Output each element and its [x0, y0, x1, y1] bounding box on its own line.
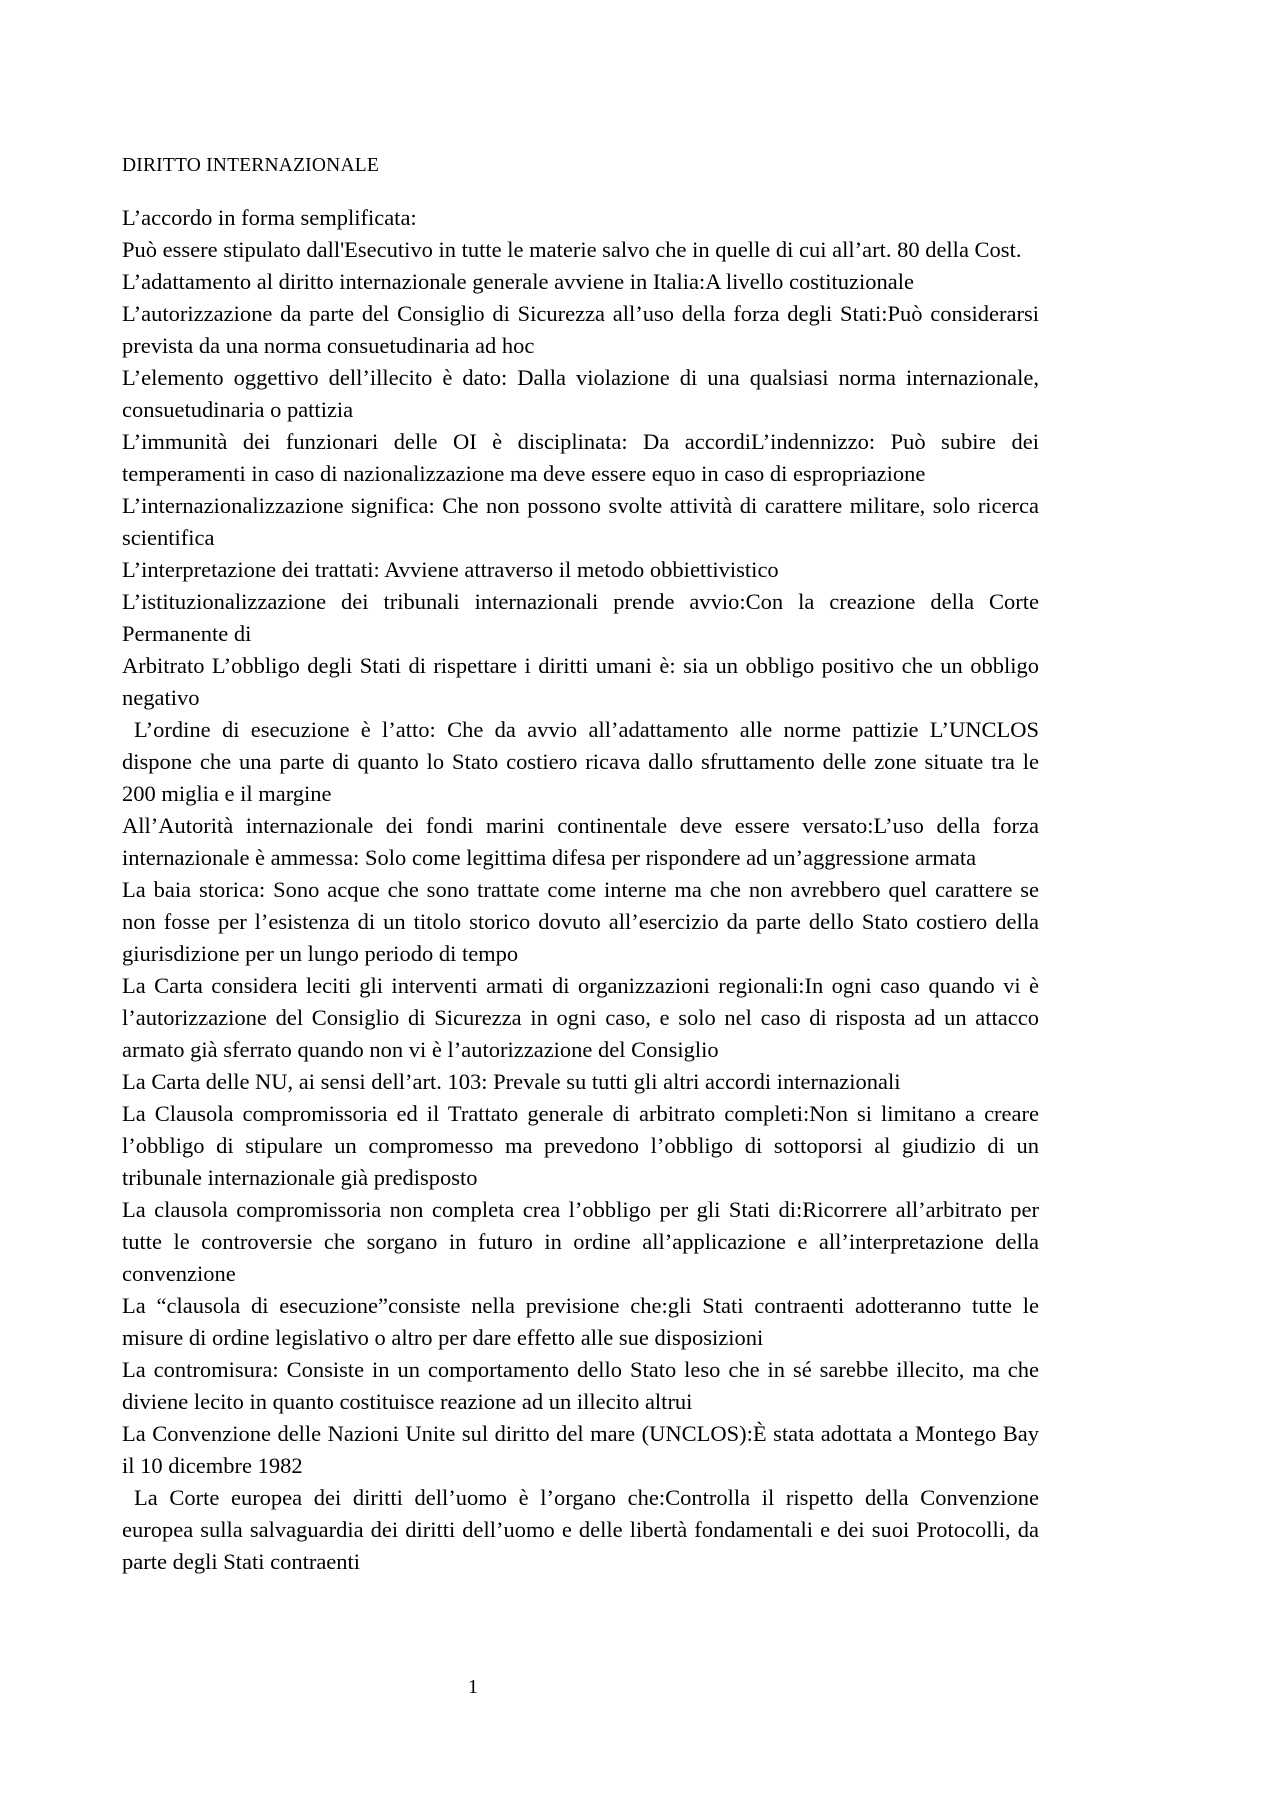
paragraph: La Carta considera leciti gli interventi armati di organizzazioni regionali:In ogni caso quando vi è l’autorizzazione del Consiglio di Sicurezza in ogni caso, e solo nel caso di risposta ad un attacco armato già sferrato quando non vi è l’autorizzazione del Consiglio	[122, 973, 1039, 1062]
paragraph: L’istituzionalizzazione dei tribunali internazionali prende avvio:Con la creazione della Corte Permanente di	[122, 589, 1039, 646]
paragraph: La Carta delle NU, ai sensi dell’art. 103: Prevale su tutti gli altri accordi internazionali	[122, 1069, 901, 1094]
paragraph: La clausola compromissoria non completa crea l’obbligo per gli Stati di:Ricorrere all’arbitrato per tutte le controversie che sorgano in futuro in ordine all’applicazione e all’interpretazione della convenzione	[122, 1197, 1039, 1286]
paragraph: L’interpretazione dei trattati: Avviene attraverso il metodo obbiettivistico	[122, 557, 779, 582]
paragraph: L’elemento oggettivo dell’illecito è dato: Dalla violazione di una qualsiasi norma internazionale, consuetudinaria o pattizia	[122, 365, 1039, 422]
paragraph: L’immunità dei funzionari delle OI è disciplinata: Da accordiL’indennizzo: Può subire dei temperamenti in caso di nazionalizzazione ma deve essere equo in caso di espropriazione	[122, 429, 1039, 486]
paragraph: La Convenzione delle Nazioni Unite sul diritto del mare (UNCLOS):È stata adottata a Montego Bay il 10 dicembre 1982	[122, 1421, 1039, 1478]
paragraph: La contromisura: Consiste in un comportamento dello Stato leso che in sé sarebbe illecito, ma che diviene lecito in quanto costituisce reazione ad un illecito altrui	[122, 1357, 1039, 1414]
paragraph: L’internazionalizzazione significa: Che non possono svolte attività di carattere militare, solo ricerca scientifica	[122, 493, 1039, 550]
paragraph: All’Autorità internazionale dei fondi marini continentale deve essere versato:L’uso della forza internazionale è ammessa: Solo come legittima difesa per rispondere ad un’aggressione armata	[122, 813, 1039, 870]
document-body	[122, 150, 1039, 1578]
paragraph: L’adattamento al diritto internazionale generale avviene in Italia:A livello costituzionale	[122, 269, 914, 294]
paragraph: Arbitrato L’obbligo degli Stati di rispettare i diritti umani è: sia un obbligo positivo che un obbligo negativo	[122, 653, 1039, 710]
paragraph: L’autorizzazione da parte del Consiglio di Sicurezza all’uso della forza degli Stati:Può considerarsi prevista da una norma consuetudinaria ad hoc	[122, 301, 1039, 358]
paragraph: La baia storica: Sono acque che sono trattate come interne ma che non avrebbero quel carattere se non fosse per l’esistenza di un titolo storico dovuto all’esercizio da parte dello Stato costiero della giurisdizione per un lungo periodo di tempo	[122, 877, 1039, 966]
paragraph: L’ordine di esecuzione è l’atto: Che da avvio all’adattamento alle norme pattizie L’UNCLOS dispone che una parte di quanto lo Stato costiero ricava dallo sfruttamento delle zone situate tra le 200 miglia e il margine	[122, 717, 1039, 806]
paragraph: La Clausola compromissoria ed il Trattato generale di arbitrato completi:Non si limitano a creare l’obbligo di stipulare un compromesso ma prevedono l’obbligo di sottoporsi al giudizio di un tribunale internazionale già predisposto	[122, 1101, 1039, 1190]
paragraph: La Corte europea dei diritti dell’uomo è l’organo che:Controlla il rispetto della Convenzione europea sulla salvaguardia dei diritti dell’uomo e delle libertà fondamentali e dei suoi Protocolli, da parte degli Stati contraenti	[122, 1485, 1039, 1574]
paragraph: La “clausola di esecuzione”consiste nella previsione che:gli Stati contraenti adotteranno tutte le misure di ordine legislativo o altro per dare effetto alle sue disposizioni	[122, 1293, 1039, 1350]
page-number: 1	[468, 1676, 478, 1698]
paragraph: L’accordo in forma semplificata:	[122, 205, 417, 230]
paragraph: Può essere stipulato dall'Esecutivo in tutte le materie salvo che in quelle di cui all’art. 80 della Cost.	[122, 237, 1022, 262]
document-title: DIRITTO INTERNAZIONALE	[122, 155, 379, 176]
